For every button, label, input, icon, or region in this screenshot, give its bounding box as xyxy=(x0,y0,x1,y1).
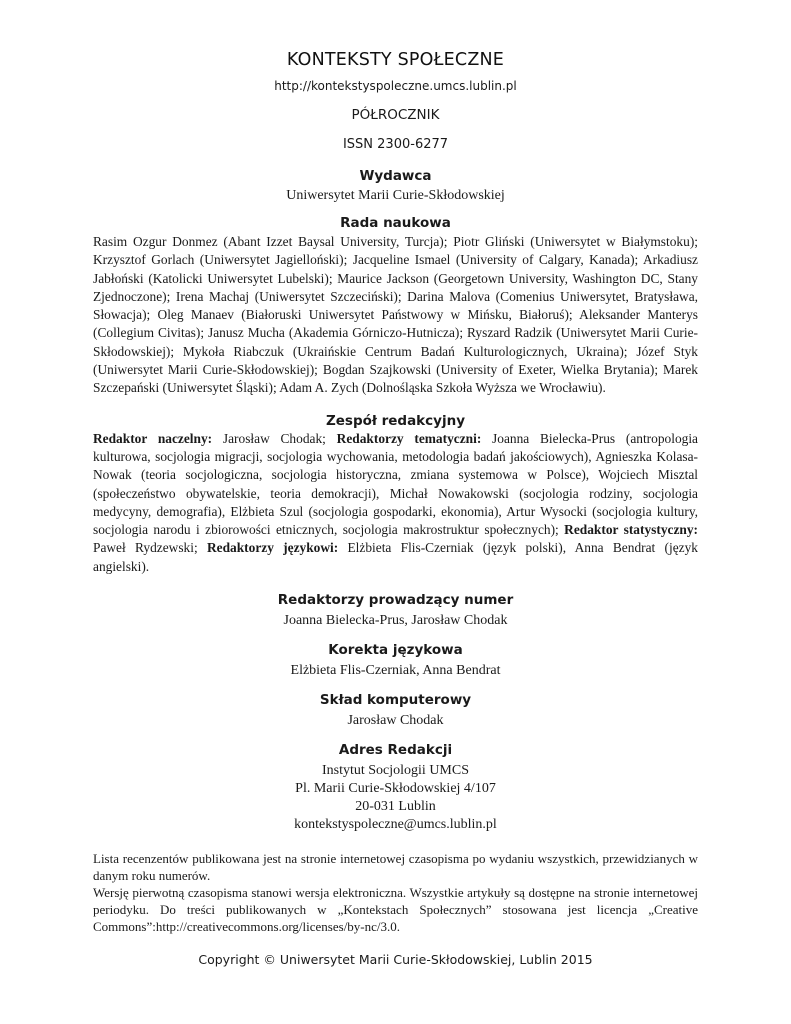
language-editors: Elżbieta Flis-Czerniak (język polski), Anna Bendrat (język angielski). xyxy=(93,540,698,574)
editor-in-chief-label: Redaktor naczelny: xyxy=(93,430,213,446)
publisher-heading: Wydawca xyxy=(359,168,432,184)
journal-periodicity: PÓŁROCZNIK xyxy=(351,107,440,123)
language-editors-label: Redaktorzy językowi: xyxy=(206,540,339,556)
address-line-city: 20-031 Lublin xyxy=(355,799,436,815)
address-heading: Adres Redakcji xyxy=(338,742,453,759)
typesetting-heading: Skład komputerowy xyxy=(319,692,472,709)
thematic-editors-label: Redaktorzy tematyczni: xyxy=(336,430,482,446)
masthead-page xyxy=(93,48,698,968)
issue-editors-section xyxy=(93,591,698,630)
journal-title: KONTEKSTY SPOŁECZNE xyxy=(286,50,505,70)
editorial-team-text xyxy=(93,430,698,576)
scientific-board-text: Rasim Ozgur Donmez (Abant Izzet Baysal University, Turcja); Piotr Gliński (Uniwersytet w Białymstoku); Krzysztof Gorlach (Uniwersytet Jagielloński); Jacqueline Ismael (University of Calgary, Kanada); Arkadiusz Jabłoński (Katolicki Uniwersytet Lubelski); Maurice Jackson (Georgetown University, Washington DC, Stany Zjednoczone); Irena Machaj (Uniwersytet Szczeciński); Darina Malova (Comenius Uniwersytet, Bratysława, Słowacja); Oleg Manaev (Białoruski Uniwersytet Państwowy w Mińsku, Białoruś); Aleksander Manterys (Collegium Civitas); Janusz Mucha (Akademia Górniczo-Hutnicza); Ryszard Radzik (Uniwersytet Marii Curie-Skłodowskiej); Mykoła Riabczuk (Ukraińskie Centrum Badań Kulturologicznych, Ukraina); Józef Styk (Uniwersytet Marii Curie-Skłodowskiej); Bogdan Szajkowski (University of Exeter, Wielka Brytania); Marek Szczepański (Uniwersytet Śląski); Adam A. Zych (Dolnośląska Szkoła Wyższa we Wrocławiu). xyxy=(93,234,698,396)
address-section xyxy=(93,741,698,834)
reviewers-note: Lista recenzentów publikowana jest na stronie internetowej czasopisma po wydaniu wszystkich, przewidzianych w danym roku numerów. xyxy=(93,851,698,884)
journal-url: http://kontekstyspoleczne.umcs.lublin.pl xyxy=(274,79,517,93)
thematic-editors: Joanna Bielecka-Prus (antropologia kulturowa, socjologia migracji, socjologia wychowania, metodologia badań jakościowych), Agnieszka Kolasa-Nowak (teoria socjologiczna, socjologia historyczna, zmiana systemowa w Polsce), Wojciech Misztal (społeczeństwo obywatelskie, teoria demokracji), Michał Nowakowski (socjologia rodziny, socjologia medycyny, demografia), Elżbieta Szul (socjologia gospodarki, ekonomia), Artur Wysocki (socjologia kultury, socjologia narodu i zbiorowości etnicznych, socjologia makrostruktur społecznych); xyxy=(93,430,699,538)
proofreading-names: Elżbieta Flis-Czerniak, Anna Bendrat xyxy=(290,663,501,679)
publisher-name: Uniwersytet Marii Curie-Skłodowskiej xyxy=(286,188,505,203)
typesetting-names: Jarosław Chodak xyxy=(347,713,444,729)
editor-in-chief: Jarosław Chodak; xyxy=(212,430,337,446)
statistical-editor-label: Redaktor statystyczny: xyxy=(564,522,698,538)
statistical-editor: Paweł Rydzewski; xyxy=(93,540,207,556)
journal-header xyxy=(93,48,698,154)
editorial-team-section xyxy=(93,412,698,576)
scientific-board-section xyxy=(93,214,698,398)
journal-issn: ISSN 2300-6277 xyxy=(342,137,449,152)
proofreading-section xyxy=(93,641,698,680)
address-line-institute: Instytut Socjologii UMCS xyxy=(321,763,470,779)
publisher-section xyxy=(93,167,698,205)
copyright-line: Copyright © Uniwersytet Marii Curie-Skłodowskiej, Lublin 2015 xyxy=(198,952,593,968)
editorial-team-heading: Zespół redakcyjny xyxy=(325,412,466,429)
address-email[interactable]: kontekstyspoleczne@umcs.lublin.pl xyxy=(294,817,497,833)
proofreading-heading: Korekta językowa xyxy=(328,642,463,659)
issue-editors-heading: Redaktorzy prowadzący numer xyxy=(277,592,514,609)
typesetting-section xyxy=(93,691,698,730)
scientific-board-heading: Rada naukowa xyxy=(340,215,451,231)
address-line-street: Pl. Marii Curie-Skłodowskiej 4/107 xyxy=(295,781,496,797)
version-note: Wersję pierwotną czasopisma stanowi wersja elektroniczna. Wszystkie artykuły są dostępne na stronie internetowej periodyku. Do treści publikowanych w „Kontekstach Społecznych” stosowana jest licencja „Creative Commons”:http://creativecommons.org/licenses/by-nc/3.0. xyxy=(93,885,698,935)
notes-section xyxy=(93,850,698,935)
issue-editors-names: Joanna Bielecka-Prus, Jarosław Chodak xyxy=(283,613,508,629)
